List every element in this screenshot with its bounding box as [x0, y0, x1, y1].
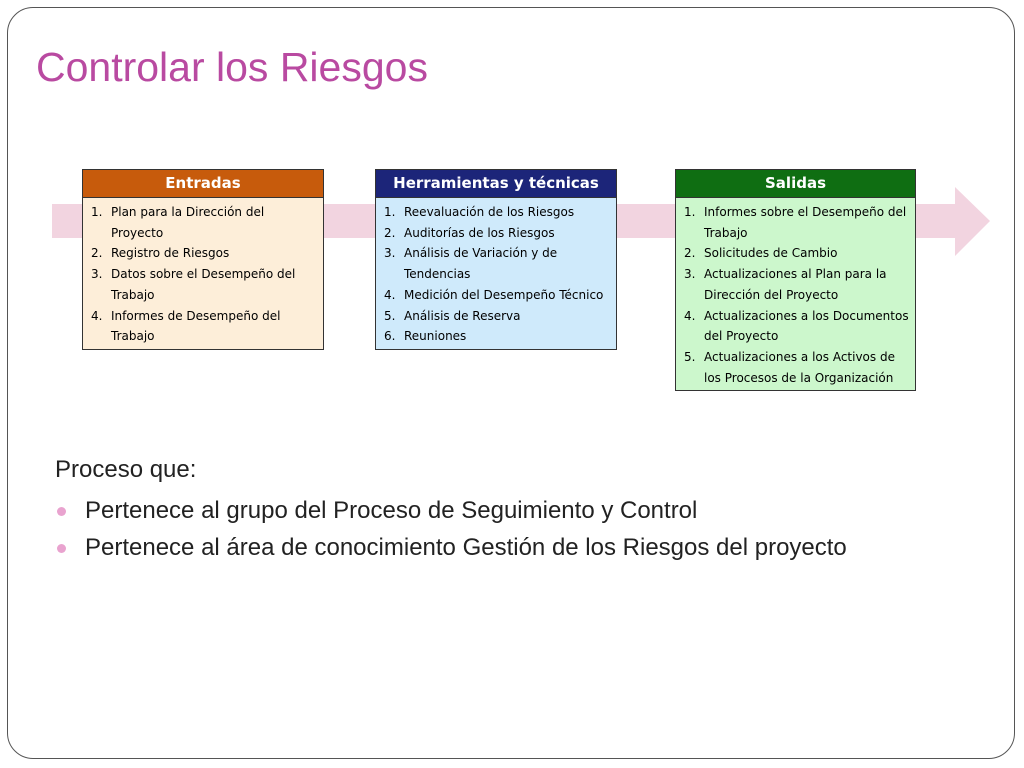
list-item: 1. Informes sobre el Desempeño del Trabajo: [684, 205, 907, 240]
list-item: 3. Datos sobre el Desempeño del Trabajo: [91, 267, 296, 302]
entradas-box: [82, 169, 324, 350]
bullet-list: [55, 497, 935, 562]
list-item: 4. Actualizaciones a los Documentos del Proyecto: [684, 308, 909, 344]
herramientas-box: [375, 169, 617, 350]
salidas-box: [675, 169, 916, 391]
list-item: 5. Análisis de Reserva: [384, 308, 521, 323]
list-item: 5. Actualizaciones a los Activos de los Procesos de la Organización: [684, 349, 895, 385]
bullet-dot-icon: [57, 544, 66, 553]
entradas-header: Entradas: [83, 170, 323, 198]
bullet-item: Pertenece al grupo del Proceso de Seguimiento y Control: [55, 497, 935, 525]
salidas-list: [676, 198, 915, 390]
list-item: 2. Registro de Riesgos: [91, 246, 230, 261]
list-item: 4. Informes de Desempeño del Trabajo: [91, 308, 281, 344]
process-intro: Proceso que:: [55, 456, 197, 483]
bullet-dot-icon: [57, 507, 66, 516]
list-item: 3. Análisis de Variación y de Tendencias: [384, 246, 558, 282]
list-item: 1. Reevaluación de los Riesgos: [384, 205, 575, 219]
slide-title: Controlar los Riesgos: [36, 44, 428, 90]
herramientas-header: Herramientas y técnicas: [376, 170, 616, 198]
list-item: 2. Solicitudes de Cambio: [684, 246, 838, 261]
list-item: 6. Reuniones: [384, 329, 467, 344]
salidas-header: Salidas: [676, 170, 915, 198]
list-item: 2. Auditorías de los Riesgos: [384, 225, 555, 240]
slide-body: [55, 452, 935, 562]
herramientas-list: [376, 198, 616, 349]
list-item: 3. Actualizaciones al Plan para la Dirección del Proyecto: [684, 267, 887, 302]
list-item: 4. Medición del Desempeño Técnico: [384, 287, 604, 302]
entradas-list: [83, 198, 323, 349]
list-item: 1. Plan para la Dirección del Proyecto: [91, 205, 265, 240]
bullet-item: Pertenece al área de conocimiento Gestión de los Riesgos del proyecto: [55, 534, 935, 562]
